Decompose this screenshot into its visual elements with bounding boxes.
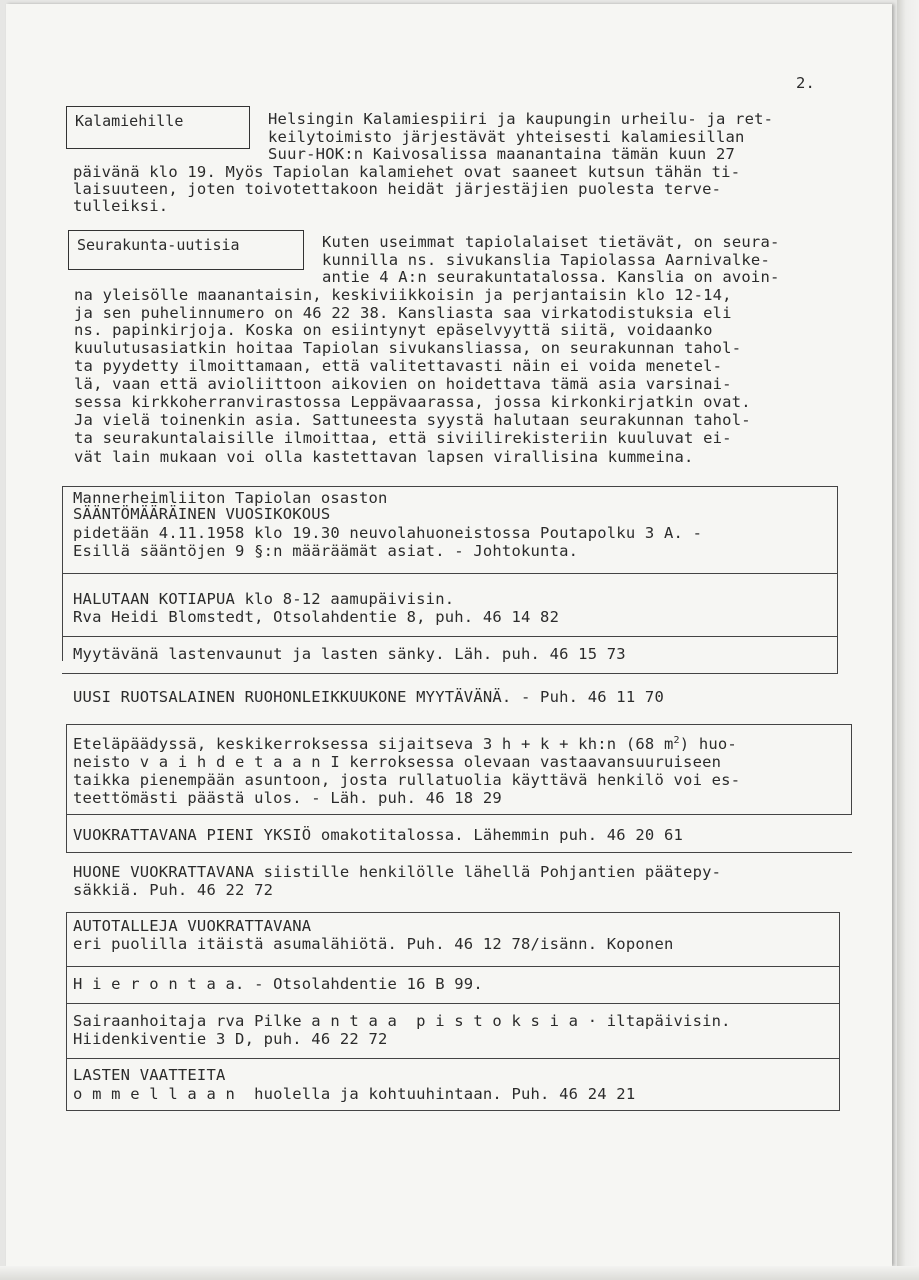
ad-text: o m m e l l a a n huolella ja kohtuuhintaan. Puh. 46 24 21: [73, 1085, 636, 1103]
ad-text: H i e r o n t a a. - Otsolahdentie 16 B 99.: [73, 975, 483, 993]
ad-text: LASTEN VAATTEITA: [73, 1066, 226, 1084]
ad-text: eri puolilla itäistä asumalähiötä. Puh. 46 12 78/isänn. Koponen: [73, 935, 674, 953]
paragraph-line: Kuten useimmat tapiolalaiset tietävät, on seura-: [322, 233, 780, 251]
rule-line: [62, 573, 838, 574]
rule-line: [66, 1003, 840, 1004]
rule-line: [839, 912, 840, 1110]
ad-text: säkkiä. Puh. 46 22 72: [73, 881, 274, 899]
rule-line: [66, 912, 840, 913]
ad-text: pidetään 4.11.1958 klo 19.30 neuvolahuoneistossa Poutapolku 3 A. -: [73, 524, 703, 542]
paragraph-line: lä, vaan että avioliittoon aikovien on hoidettava tämä asia varsinai-: [74, 375, 732, 393]
ad-text: HUONE VUOKRATTAVANA siistille henkilölle lähellä Pohjantien päätepy-: [73, 863, 722, 881]
paragraph-line: na yleisölle maanantaisin, keskiviikkoisin ja perjantaisin klo 12-14,: [74, 286, 732, 304]
rule-line: [66, 852, 852, 853]
paragraph-line: antie 4 A:n seurakuntatalossa. Kanslia on avoin-: [322, 268, 780, 286]
ad-text: Rva Heidi Blomstedt, Otsolahdentie 8, puh. 46 14 82: [73, 608, 560, 626]
ad-text: AUTOTALLEJA VUOKRATTAVANA: [73, 917, 312, 935]
rule-line: [62, 636, 838, 637]
rule-line: [851, 724, 852, 814]
rule-line: [66, 1058, 840, 1059]
ad-text: Myytävänä lastenvaunut ja lasten sänky. Läh. puh. 46 15 73: [73, 645, 626, 663]
ad-text: Mannerheimliiton Tapiolan osaston: [73, 489, 388, 507]
rule-line: [66, 912, 67, 1110]
ad-text: HALUTAAN KOTIAPUA klo 8-12 aamupäivisin.: [73, 590, 455, 608]
scan-edge: [897, 0, 919, 1280]
section-label: Seurakunta-uutisia: [77, 236, 240, 254]
section-label-box: [66, 106, 250, 149]
rule-line: [66, 814, 852, 815]
paragraph-line: vät lain mukaan voi olla kastettavan lapsen virallisina kummeina.: [74, 448, 694, 466]
rule-line: [66, 966, 840, 967]
paragraph-line: päivänä klo 19. Myös Tapiolan kalamiehet ovat saaneet kutsun tähän ti-: [73, 163, 741, 181]
section-label: Kalamiehille: [75, 112, 184, 130]
ad-text: Sairaanhoitaja rva Pilke a n t a a p i s t o k s i a · iltapäivisin.: [73, 1012, 731, 1030]
paragraph-line: Suur-HOK:n Kaivosalissa maanantaina tämän kuun 27: [268, 145, 736, 163]
rule-line: [66, 724, 852, 725]
paragraph-line: Ja vielä toinenkin asia. Sattuneesta syystä halutaan seurakunnan tahol-: [74, 411, 751, 429]
paragraph-line: ta seurakuntalaisille ilmoittaa, että siviilirekisteriin kuuluvat ei-: [74, 429, 732, 447]
paragraph-line: keilytoimisto järjestävät yhteisesti kalamiesillan: [268, 128, 745, 146]
page-number: 2.: [796, 74, 816, 92]
ad-text: Esillä sääntöjen 9 §:n määräämät asiat. - Johtokunta.: [73, 542, 579, 560]
paragraph-line: kuulutusasiatkin hoitaa Tapiolan sivukansliassa, on seurakunnan tahol-: [74, 339, 742, 357]
section-label-box: [68, 230, 304, 270]
rule-line: [62, 673, 838, 674]
ad-text: SÄÄNTÖMÄÄRÄINEN VUOSIKOKOUS: [73, 505, 331, 523]
rule-line: [837, 486, 838, 673]
ad-text: UUSI RUOTSALAINEN RUOHONLEIKKUUKONE MYYTÄVÄNÄ. - Puh. 46 11 70: [73, 688, 664, 706]
rule-line: [66, 1110, 840, 1111]
paragraph-line: sessa kirkkoherranvirastossa Leppävaarassa, jossa kirkonkirjatkin ovat.: [74, 393, 751, 411]
document-page: [6, 4, 892, 1266]
ad-text: neisto v a i h d e t a a n I kerroksessa olevaan vastaavansuuruiseen: [73, 753, 722, 771]
scan-edge: [0, 1266, 919, 1280]
paragraph-line: Helsingin Kalamiespiiri ja kaupungin urheilu- ja ret-: [268, 110, 774, 128]
rule-line: [62, 486, 838, 487]
paragraph-line: ja sen puhelinnumero on 46 22 38. Kansliasta saa virkatodistuksia eli: [74, 304, 732, 322]
paragraph-line: ns. papinkirjoja. Koska on esiintynyt epäselvyyttä siitä, voidaanko: [74, 321, 713, 339]
paragraph-line: laisuuteen, joten toivotettakoon heidät järjestäjien puolesta terve-: [73, 180, 722, 198]
ad-text: Eteläpäädyssä, keskikerroksessa sijaitseva 3 h + k + kh:n (68 $m^2$) huo-: [73, 734, 737, 753]
ad-text: teettömästi päästä ulos. - Läh. puh. 46 18 29: [73, 789, 502, 807]
paragraph-line: ta pyydetty ilmoittamaan, että valitettavasti näin ei voida menetel-: [74, 357, 723, 375]
ad-text: VUOKRATTAVANA PIENI YKSIÖ omakotitalossa. Lähemmin puh. 46 20 61: [73, 826, 684, 844]
paragraph-line: tulleiksi.: [73, 197, 169, 215]
rule-line: [66, 724, 67, 852]
paragraph-line: kunnilla ns. sivukanslia Tapiolassa Aarnivalke-: [322, 251, 770, 269]
ad-text: taikka pienempään asuntoon, josta rullatuolia käyttävä henkilö voi es-: [73, 771, 741, 789]
ad-text: Hiidenkiventie 3 D, puh. 46 22 72: [73, 1030, 388, 1048]
